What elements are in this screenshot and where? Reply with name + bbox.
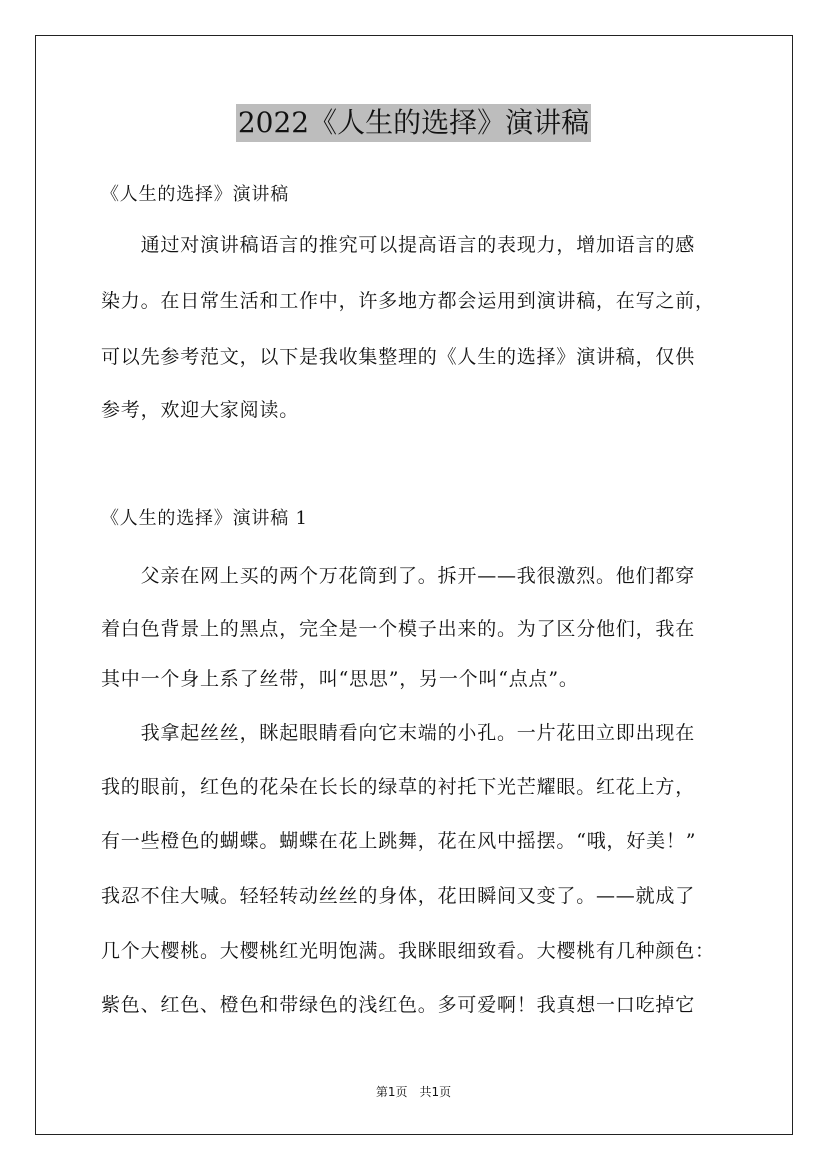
- page-footer: 第1页 共1页: [375, 1085, 452, 1099]
- body-line: 我的眼前，红色的花朵在长长的绿草的衬托下光芒耀眼。红花上方，: [101, 776, 696, 798]
- intro-line: 通过对演讲稿语言的推究可以提高语言的表现力，增加语言的感: [101, 234, 696, 256]
- section-heading: 《人生的选择》演讲稿 1: [101, 508, 308, 529]
- intro-line: 染力。在日常生活和工作中，许多地方都会运用到演讲稿，在写之前，: [101, 290, 715, 312]
- intro-line: 可以先参考范文，以下是我收集整理的《人生的选择》演讲稿，仅供: [101, 346, 696, 368]
- body-line: 我忍不住大喊。轻轻转动丝丝的身体，花田瞬间又变了。——就成了: [101, 885, 696, 907]
- body-line: 有一些橙色的蝴蝶。蝴蝶在花上跳舞，花在风中摇摆。“哦，好美！”: [101, 830, 697, 852]
- title-container: [0, 104, 827, 142]
- document-title: 2022《人生的选择》演讲稿: [236, 104, 591, 142]
- body-line: 父亲在网上买的两个万花筒到了。拆开——我很激烈。他们都穿: [101, 565, 696, 587]
- document-subtitle: 《人生的选择》演讲稿: [101, 184, 289, 205]
- body-line: 紫色、红色、橙色和带绿色的浅红色。多可爱啊！我真想一口吃掉它: [101, 994, 696, 1016]
- body-line: 几个大樱桃。大樱桃红光明饱满。我眯眼细致看。大樱桃有几种颜色：: [101, 940, 715, 962]
- body-line: 其中一个身上系了丝带，叫“思思”，另一个叫“点点”。: [101, 668, 579, 690]
- intro-line: 参考，欢迎大家阅读。: [101, 399, 300, 421]
- body-line: 着白色背景上的黑点，完全是一个模子出来的。为了区分他们，我在: [101, 618, 696, 640]
- body-line: 我拿起丝丝，眯起眼睛看向它末端的小孔。一片花田立即出现在: [101, 722, 696, 744]
